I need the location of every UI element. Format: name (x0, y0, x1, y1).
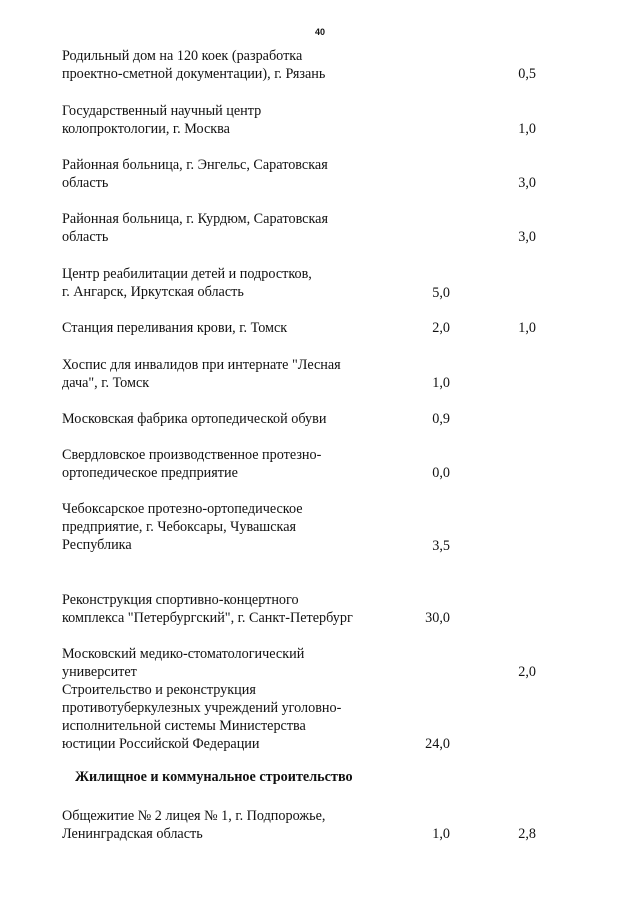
entry-text-line: Центр реабилитации детей и подростков, (62, 266, 312, 282)
entry-value-col1: 3,5 (432, 538, 450, 554)
list-item (62, 446, 402, 482)
entry-value-col1: 1,0 (432, 826, 450, 842)
entry-text-line: область (62, 175, 109, 191)
entry-text-line: колопроктологии, г. Москва (62, 121, 230, 137)
entry-text-line: дача", г. Томск (62, 375, 150, 391)
entry-text-line: область (62, 229, 109, 245)
entry-text-line: университет (62, 664, 137, 680)
entry-value-col1: 0,9 (432, 411, 450, 427)
entry-text-line: Ленинградская область (62, 826, 203, 842)
entry-text-line: предприятие, г. Чебоксары, Чувашская (62, 519, 297, 535)
entry-value-col1: 0,0 (432, 465, 450, 481)
list-item (62, 681, 402, 753)
list-item (62, 356, 402, 392)
list-item (62, 591, 402, 627)
entry-text-line: проектно-сметной документации), г. Рязань (62, 66, 326, 82)
list-item (62, 47, 402, 83)
entry-text-line: Районная больница, г. Курдюм, Саратовская (62, 211, 328, 227)
page-number: 40 (314, 27, 325, 37)
list-item (62, 319, 402, 337)
list-item (62, 645, 402, 681)
list-item (62, 265, 402, 301)
entry-value-col2: 3,0 (518, 229, 536, 245)
entry-text-line: Строительство и реконструкция (62, 682, 256, 698)
entry-text-line: Районная больница, г. Энгельс, Саратовская (62, 157, 328, 173)
entry-text-line: противотуберкулезных учреждений уголовно- (62, 700, 342, 716)
section-heading: Жилищное и коммунальное строительство (75, 769, 353, 785)
entry-text-line: Республика (62, 537, 132, 553)
entry-text-line: г. Ангарск, Иркутская область (62, 284, 244, 300)
entry-value-col2: 2,0 (518, 664, 536, 680)
list-item (62, 102, 402, 138)
list-item (62, 410, 402, 428)
list-item (62, 210, 402, 246)
entry-text-line: Государственный научный центр (62, 103, 262, 119)
entry-value-col2: 3,0 (518, 175, 536, 191)
entry-text-line: Московский медико-стоматологический (62, 646, 305, 662)
entry-text-line: ортопедическое предприятие (62, 465, 238, 481)
entry-text-line: юстиции Российской Федерации (62, 736, 260, 752)
entry-text-line: Московская фабрика ортопедической обуви (62, 411, 327, 427)
entry-text-line: Станция переливания крови, г. Томск (62, 320, 288, 336)
entry-text-line: Реконструкция спортивно-концертного (62, 592, 299, 608)
list-item (62, 500, 402, 554)
list-item (62, 807, 402, 843)
entry-text-line: Родильный дом на 120 коек (разработка (62, 48, 303, 64)
entry-value-col1: 30,0 (425, 610, 450, 626)
entry-value-col2: 2,8 (518, 826, 536, 842)
entry-text-line: Общежитие № 2 лицея № 1, г. Подпорожье, (62, 808, 326, 824)
entry-text-line: комплекса "Петербургский", г. Санкт-Петербург (62, 610, 353, 626)
entry-text-line: Свердловское производственное протезно- (62, 447, 322, 463)
entry-text-line: исполнительной системы Министерства (62, 718, 306, 734)
entry-value-col2: 0,5 (518, 66, 536, 82)
entry-value-col1: 5,0 (432, 285, 450, 301)
entry-value-col1: 2,0 (432, 320, 450, 336)
list-item (62, 156, 402, 192)
entry-value-col2: 1,0 (518, 121, 536, 137)
entry-text-line: Хоспис для инвалидов при интернате "Лесная (62, 357, 341, 373)
entry-value-col2: 1,0 (518, 320, 536, 336)
entry-value-col1: 24,0 (425, 736, 450, 752)
entry-value-col1: 1,0 (432, 375, 450, 391)
entry-text-line: Чебоксарское протезно-ортопедическое (62, 501, 303, 517)
